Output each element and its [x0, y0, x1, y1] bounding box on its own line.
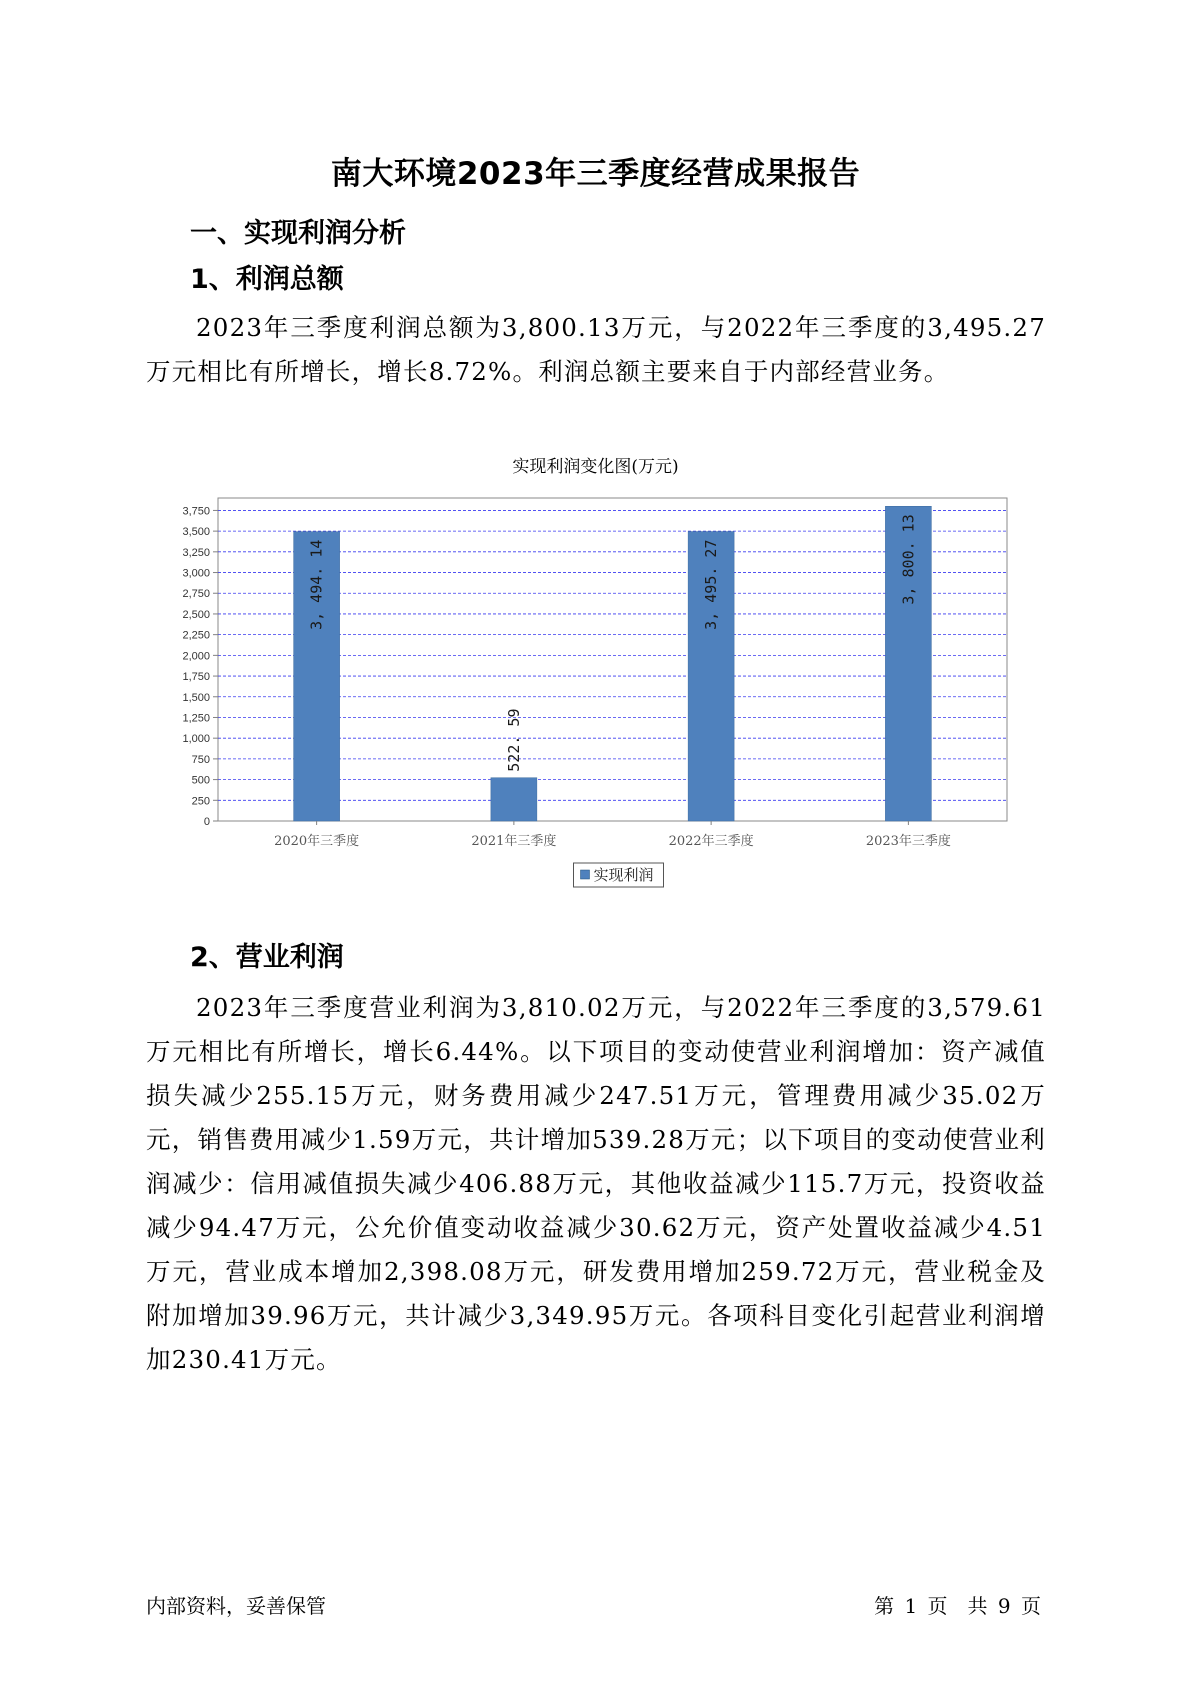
bar-value-label: 522. 59 — [504, 708, 523, 772]
x-tick-label: 2023年三季度 — [865, 834, 951, 849]
total-profit-paragraph: 2023年三季度利润总额为3,800.13万元，与2022年三季度的3,495.27万元相比有所增长，增长8.72%。利润总额主要来自于内部经营业务。 — [146, 313, 1046, 386]
x-tick-label: 2020年三季度 — [274, 834, 360, 849]
profit-bar-chart — [150, 488, 1020, 908]
footer-confidential-note: 内部资料，妥善保管 — [146, 1594, 326, 1618]
footer-page-number: 第 1 页 共 9 页 — [874, 1594, 1041, 1618]
legend-swatch — [581, 870, 590, 879]
y-tick-label: 3,500 — [182, 526, 210, 539]
y-tick-label: 1,250 — [182, 712, 210, 725]
y-tick-label: 500 — [191, 774, 210, 787]
y-tick-label: 3,000 — [182, 567, 210, 580]
bar-value-label: 3, 495. 27 — [702, 539, 721, 630]
bar-value-label: 3, 800. 13 — [899, 514, 918, 605]
y-tick-label: 1,750 — [182, 671, 210, 684]
page-title: 南大环境2023年三季度经营成果报告 — [330, 156, 861, 192]
section-heading-profit-analysis: 一、实现利润分析 — [190, 218, 406, 249]
x-tick-label: 2021年三季度 — [471, 834, 557, 849]
y-tick-label: 3,250 — [182, 546, 210, 559]
subsection-heading-total-profit: 1、利润总额 — [190, 264, 344, 295]
x-tick-label: 2022年三季度 — [668, 834, 754, 849]
bar-value-label: 3, 494. 14 — [307, 539, 326, 630]
legend-label: 实现利润 — [593, 866, 654, 884]
y-tick-label: 2,750 — [182, 588, 210, 601]
y-tick-label: 2,500 — [182, 608, 210, 621]
y-tick-label: 2,250 — [182, 629, 210, 642]
bar — [491, 778, 537, 821]
y-tick-label: 750 — [191, 753, 210, 766]
operating-profit-paragraph: 2023年三季度营业利润为3,810.02万元，与2022年三季度的3,579.61万元相比有所增长，增长6.44%。以下项目的变动使营业利润增加：资产减值损失减少255.15万元，财务费用减少247.51万元，管理费用减少35.02万元，销售费用减少1.59万元，共计增加539.28万元；以下项目的变动使营业利润减少：信用减值损失减少406.88万元，其他收益减少115.7万元，投资收益减少94.47万元，公允价值变动收益减少30.62万元，资产处置收益减少4.51万元，营业成本增加2,398.08万元，研发费用增加259.72万元，营业税金及附加增加39.96万元，共计减少3,349.95万元。各项科目变化引起营业利润增加230.41万元。 — [146, 993, 1046, 1374]
y-tick-label: 2,000 — [182, 650, 210, 663]
y-tick-label: 250 — [191, 795, 210, 808]
y-tick-label: 1,000 — [182, 733, 210, 746]
y-tick-label: 3,750 — [182, 505, 210, 518]
y-tick-label: 1,500 — [182, 691, 210, 704]
chart-title: 实现利润变化图(万元) — [512, 457, 679, 477]
y-tick-label: 0 — [203, 816, 210, 828]
subsection-heading-operating-profit: 2、营业利润 — [190, 942, 344, 973]
